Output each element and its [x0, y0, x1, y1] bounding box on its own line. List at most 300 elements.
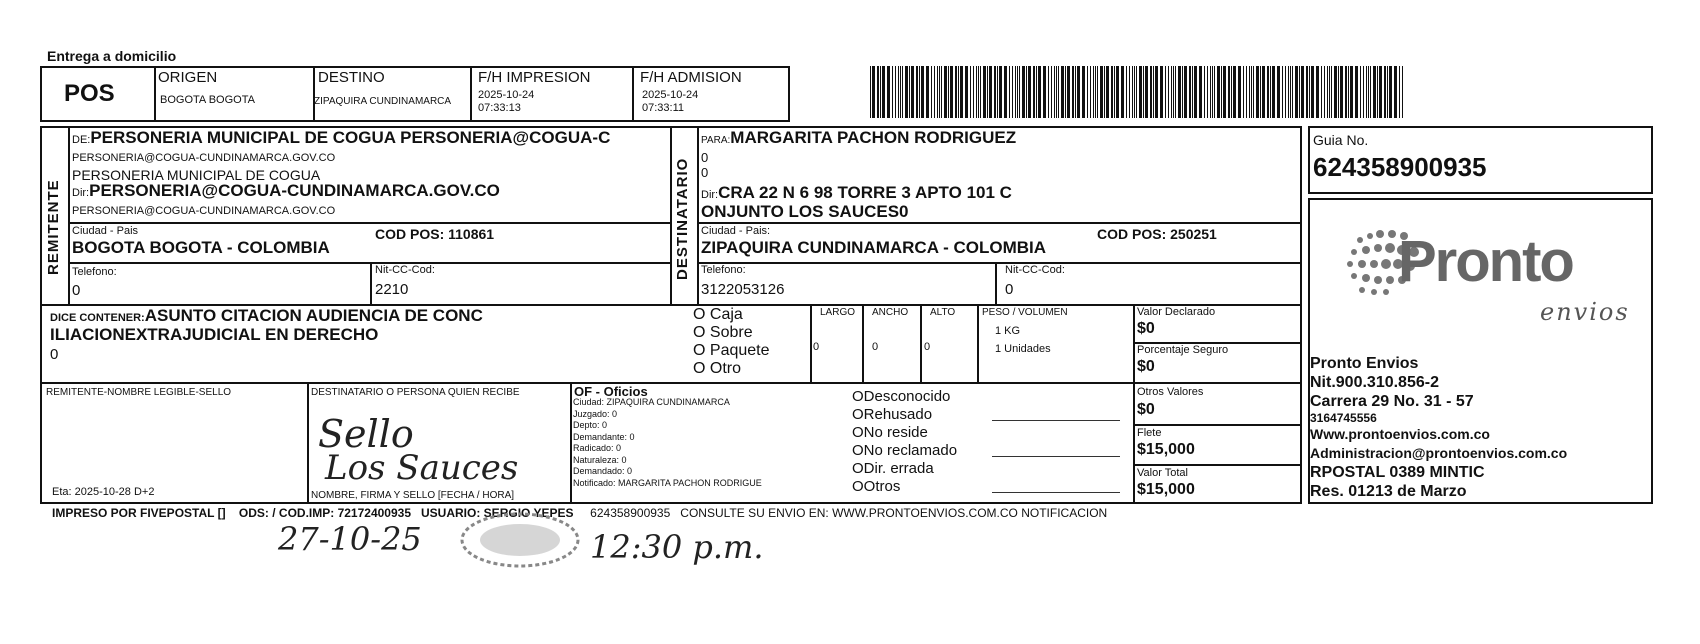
barcode-bar	[900, 66, 901, 118]
barcode-bar	[1097, 66, 1098, 118]
barcode-bar	[1270, 66, 1271, 118]
barcode-bar	[1399, 66, 1400, 118]
barcode-bar	[1277, 66, 1280, 118]
barcode-bar	[1366, 66, 1367, 118]
otros-value: $0	[1137, 401, 1155, 418]
destinatario-side-label: DESTINATARIO	[674, 157, 691, 280]
devolucion-option: ORehusado	[852, 406, 933, 423]
barcode-bar	[973, 66, 974, 118]
barcode-bar	[1093, 66, 1094, 118]
destinatario-ciudad-value: ZIPAQUIRA CUNDINAMARCA - COLOMBIA	[701, 238, 1047, 257]
barcode-bar	[1155, 66, 1158, 118]
dir-value: CRA 22 N 6 98 TORRE 3 APTO 101 C	[718, 183, 1012, 202]
remitente-firma-label: REMITENTE-NOMBRE LEGIBLE-SELLO	[46, 387, 232, 398]
handwriting-sauces: Los Sauces	[325, 448, 519, 488]
barcode	[870, 66, 1410, 118]
stamp-icon	[455, 512, 585, 570]
barcode-bar	[1373, 66, 1376, 118]
unidades-value: 1 Unidades	[995, 343, 1051, 355]
barcode-bar	[1173, 66, 1174, 118]
remitente-telefono-label: Telefono:	[72, 266, 117, 278]
divider	[632, 66, 634, 122]
barcode-bar	[1026, 66, 1027, 118]
para-label: PARA:	[701, 135, 731, 146]
total-label: Valor Total	[1137, 467, 1188, 479]
barcode-bar	[1075, 66, 1076, 118]
destinatario-ciudad-label: Ciudad - Pais:	[701, 225, 771, 237]
empresa-phone: 3164745556	[1310, 411, 1377, 425]
barcode-bar	[872, 66, 875, 118]
barcode-bar	[1295, 66, 1298, 118]
barcode-bar	[1327, 66, 1328, 118]
dir-label: Dir:	[72, 187, 90, 199]
option-sobre: O Sobre	[693, 324, 753, 341]
barcode-bar	[1316, 66, 1319, 118]
devolucion-option: OOtros	[852, 478, 901, 495]
peso-label: PESO / VOLUMEN	[982, 307, 1068, 318]
oficio-line: Naturaleza: 0	[573, 454, 627, 465]
fill-line	[992, 456, 1120, 457]
empresa-info	[1310, 354, 1567, 501]
admision-time: 07:33:11	[642, 102, 685, 114]
destinatario-line3: 0	[701, 165, 709, 180]
barcode-bar	[1178, 66, 1181, 118]
barcode-bar	[1231, 66, 1232, 118]
barcode-bar	[983, 66, 986, 118]
barcode-bar	[1228, 66, 1230, 118]
barcode-bar	[1285, 66, 1286, 118]
guia-label: Guia No.	[1313, 132, 1369, 148]
remitente-line2: PERSONERIA@COGUA-CUNDINAMARCA.GOV.CO	[72, 152, 336, 164]
barcode-bar	[1058, 66, 1059, 118]
handwritten-time: 12:30 p.m.	[590, 528, 764, 566]
logo-main: Pronto	[1398, 229, 1573, 294]
barcode-bar	[999, 66, 1002, 118]
barcode-bar	[1331, 66, 1332, 118]
barcode-bar	[989, 66, 992, 118]
admision-date: 2025-10-24	[642, 89, 699, 101]
contenido-line1	[50, 306, 483, 326]
firma-footer: NOMBRE, FIRMA Y SELLO [FECHA / HORA]	[311, 490, 515, 501]
handwritten-date: 27-10-25	[278, 520, 422, 558]
destinatario-dir	[701, 183, 1012, 203]
barcode-bar	[1223, 66, 1226, 118]
largo-label: LARGO	[820, 307, 856, 318]
barcode-bar	[921, 66, 924, 118]
barcode-bar	[997, 66, 998, 118]
divider	[68, 126, 70, 306]
logo-sub: envios	[1540, 298, 1630, 326]
devolucion-option: ODir. errada	[852, 460, 934, 477]
de-label: DE:	[72, 134, 91, 146]
empresa-nit: Nit.900.310.856-2	[1310, 374, 1439, 391]
barcode-bar	[1267, 66, 1269, 118]
barcode-bar	[1033, 66, 1035, 118]
fill-line	[992, 420, 1120, 421]
largo-value: 0	[813, 341, 820, 353]
barcode-bar	[980, 66, 981, 118]
barcode-bar	[1056, 66, 1057, 118]
barcode-bar	[1348, 66, 1349, 118]
destinatario-nit-label: Nit-CC-Cod:	[1005, 264, 1065, 276]
barcode-bar	[1143, 66, 1144, 118]
barcode-bar	[1184, 66, 1187, 118]
barcode-bar	[1350, 66, 1353, 118]
contenido-value: ASUNTO CITACION AUDIENCIA DE CONC	[144, 306, 483, 325]
barcode-bar	[1077, 66, 1080, 118]
codpos-value: 250251	[1170, 226, 1217, 242]
barcode-bar	[955, 66, 957, 118]
barcode-bar	[1168, 66, 1169, 118]
codpos-value: 110861	[448, 226, 495, 242]
barcode-bar	[978, 66, 979, 118]
divider	[920, 304, 922, 384]
barcode-bar	[1132, 66, 1133, 118]
barcode-bar	[1051, 66, 1052, 118]
empresa-name: Pronto Envios	[1310, 355, 1419, 372]
barcode-bar	[1377, 66, 1378, 118]
destinatario-codpos	[1097, 226, 1217, 242]
barcode-bar	[1129, 66, 1130, 118]
barcode-bar	[1009, 66, 1010, 118]
footer-impreso: IMPRESO POR FIVEPOSTAL []	[52, 506, 226, 520]
barcode-bar	[970, 66, 971, 118]
barcode-bar	[1334, 66, 1337, 118]
alto-label: ALTO	[930, 307, 956, 318]
barcode-bar	[1246, 66, 1247, 118]
barcode-bar	[1360, 66, 1361, 118]
dir-label: Dir:	[701, 189, 719, 201]
peso-value: 1 KG	[995, 325, 1021, 337]
barcode-bar	[1150, 66, 1152, 118]
divider	[977, 304, 979, 384]
barcode-bar	[1087, 66, 1088, 118]
divider	[697, 222, 1302, 224]
barcode-bar	[958, 66, 959, 118]
divider	[68, 222, 670, 224]
empresa-address: Carrera 29 No. 31 - 57	[1310, 393, 1474, 410]
barcode-bar	[965, 66, 968, 118]
barcode-bar	[1233, 66, 1236, 118]
barcode-bar	[1160, 66, 1163, 118]
barcode-bar	[1282, 66, 1283, 118]
barcode-bar	[1355, 66, 1358, 118]
oficio-line: Notificado: MARGARITA PACHON RODRIGUE	[573, 477, 762, 488]
barcode-bar	[1048, 66, 1049, 118]
barcode-bar	[1394, 66, 1397, 118]
barcode-bar	[1121, 66, 1124, 118]
service-type: Entrega a domicilio	[47, 48, 177, 64]
seguro-label: Porcentaje Seguro	[1137, 344, 1229, 356]
barcode-bar	[1038, 66, 1041, 118]
barcode-bar	[1061, 66, 1064, 118]
barcode-bar	[1260, 66, 1261, 118]
divider	[697, 126, 699, 306]
barcode-bar	[1182, 66, 1183, 118]
divider	[154, 66, 156, 122]
barcode-bar	[926, 66, 929, 118]
contenido-line3: 0	[50, 346, 59, 363]
oficios-title: OF - Oficios	[574, 384, 648, 399]
barcode-bar	[1171, 66, 1172, 118]
barcode-bar	[1153, 66, 1154, 118]
devolucion-option: ONo reside	[852, 424, 928, 441]
barcode-bar	[1299, 66, 1300, 118]
barcode-bar	[1345, 66, 1347, 118]
divider	[370, 262, 372, 306]
para-value: MARGARITA PACHON RODRIGUEZ	[730, 128, 1017, 147]
declarado-value: $0	[1137, 320, 1155, 337]
fill-line	[992, 492, 1120, 493]
barcode-bar	[1139, 66, 1142, 118]
remitente-ciudad-value: BOGOTA BOGOTA - COLOMBIA	[72, 238, 330, 257]
barcode-bar	[1004, 66, 1007, 118]
devolucion-option: ONo reclamado	[852, 442, 958, 459]
divider	[697, 262, 1302, 264]
barcode-bar	[1309, 66, 1310, 118]
barcode-bar	[1402, 66, 1403, 118]
oficio-line: Demandante: 0	[573, 431, 635, 442]
barcode-bar	[1256, 66, 1259, 118]
code-pos: POS	[64, 80, 115, 107]
oficio-line: Demandado: 0	[573, 466, 633, 476]
barcode-bar	[1368, 66, 1369, 118]
barcode-bar	[1054, 66, 1055, 118]
origen-value: BOGOTA BOGOTA	[160, 94, 255, 106]
divider	[1133, 464, 1302, 466]
barcode-bar	[1067, 66, 1070, 118]
barcode-bar	[1272, 66, 1275, 118]
barcode-bar	[1065, 66, 1066, 118]
barcode-bar	[1288, 66, 1289, 118]
barcode-bar	[1370, 66, 1371, 118]
declarado-label: Valor Declarado	[1137, 306, 1216, 318]
devolucion-option: ODesconocido	[852, 388, 951, 405]
barcode-bar	[1238, 66, 1241, 118]
destino-value: ZIPAQUIRA CUNDINAMARCA	[314, 96, 452, 107]
remitente-nit-label: Nit-CC-Cod:	[375, 264, 435, 276]
empresa-email: Administracion@prontoenvios.com.co	[1310, 445, 1568, 461]
remitente-ciudad-label: Ciudad - Pais	[72, 225, 139, 237]
barcode-bar	[1136, 66, 1137, 118]
barcode-bar	[934, 66, 935, 118]
barcode-bar	[1210, 66, 1211, 118]
barcode-bar	[976, 66, 977, 118]
contenido-label: DICE CONTENER:	[50, 312, 145, 324]
oficio-line: Depto: 0	[573, 420, 608, 430]
package-options	[693, 306, 770, 378]
barcode-bar	[1199, 66, 1202, 118]
barcode-bar	[937, 66, 938, 118]
barcode-bar	[909, 66, 910, 118]
barcode-bar	[939, 66, 940, 118]
remitente-de	[72, 128, 610, 148]
barcode-bar	[916, 66, 918, 118]
impresion-date: 2025-10-24	[478, 89, 535, 101]
barcode-bar	[1329, 66, 1330, 118]
barcode-bar	[994, 66, 996, 118]
barcode-bar	[1243, 66, 1244, 118]
devolucion-options	[852, 388, 957, 496]
barcode-bar	[960, 66, 963, 118]
oficios-lines	[573, 397, 762, 489]
footer-guia: 624358900935	[590, 506, 671, 520]
barcode-bar	[1262, 66, 1265, 118]
divider	[862, 304, 864, 384]
guia-number: 624358900935	[1313, 152, 1487, 182]
dir-value: PERSONERIA@COGUA-CUNDINAMARCA.GOV.CO	[89, 181, 500, 200]
barcode-bar	[911, 66, 914, 118]
divider	[810, 304, 812, 384]
barcode-bar	[1212, 66, 1213, 118]
oficio-line: Ciudad: ZIPAQUIRA CUNDINAMARCA	[573, 397, 730, 407]
barcode-bar	[948, 66, 949, 118]
remitente-line3: PERSONERIA MUNICIPAL DE COGUA	[72, 167, 321, 183]
barcode-bar	[1022, 66, 1025, 118]
barcode-bar	[887, 66, 890, 118]
barcode-bar	[1134, 66, 1135, 118]
barcode-bar	[950, 66, 953, 118]
barcode-bar	[880, 66, 881, 118]
barcode-bar	[1017, 66, 1018, 118]
barcode-bar	[1321, 66, 1322, 118]
barcode-bar	[1324, 66, 1325, 118]
destinatario-nit-value: 0	[1005, 281, 1014, 298]
empresa-res: Res. 01213 de Marzo	[1310, 483, 1467, 500]
barcode-bar	[1249, 66, 1250, 118]
barcode-bar	[1175, 66, 1176, 118]
barcode-bar	[895, 66, 896, 118]
de-value: PERSONERIA MUNICIPAL DE COGUA PERSONERIA@COGUA-C	[90, 128, 611, 147]
flete-label: Flete	[1137, 427, 1162, 439]
flete-value: $15,000	[1137, 441, 1195, 458]
barcode-bar	[987, 66, 988, 118]
barcode-bar	[1292, 66, 1293, 118]
barcode-bar	[919, 66, 920, 118]
divider	[1133, 382, 1135, 504]
option-paquete: O Paquete	[693, 342, 770, 359]
barcode-bar	[1217, 66, 1220, 118]
destinatario-telefono-label: Telefono:	[701, 264, 746, 276]
barcode-bar	[1214, 66, 1215, 118]
codpos-label: COD POS:	[375, 226, 445, 242]
oficio-line: Radicado: 0	[573, 443, 622, 453]
barcode-bar	[1106, 66, 1109, 118]
barcode-bar	[1090, 66, 1091, 118]
barcode-bar	[1251, 66, 1252, 118]
total-value: $15,000	[1137, 481, 1195, 498]
codpos-label: COD POS:	[1097, 226, 1167, 242]
destinatario-line2: 0	[701, 150, 709, 165]
barcode-bar	[1100, 66, 1103, 118]
destino-label: DESTINO	[318, 69, 385, 86]
remitente-dir	[72, 181, 500, 201]
barcode-bar	[1043, 66, 1046, 118]
barcode-bar	[898, 66, 899, 118]
impresion-label: F/H IMPRESION	[478, 69, 591, 86]
otros-label: Otros Valores	[1137, 386, 1204, 398]
impresion-time: 07:33:13	[478, 102, 521, 114]
barcode-bar	[902, 66, 903, 118]
barcode-bar	[931, 66, 932, 118]
barcode-bar	[1340, 66, 1343, 118]
barcode-bar	[1311, 66, 1314, 118]
barcode-bar	[1389, 66, 1392, 118]
barcode-bar	[882, 66, 885, 118]
barcode-bar	[1145, 66, 1148, 118]
remitente-nit-value: 2210	[375, 281, 409, 298]
origen-label: ORIGEN	[158, 69, 218, 86]
barcode-bar	[1192, 66, 1193, 118]
barcode-bar	[1253, 66, 1254, 118]
barcode-bar	[1036, 66, 1037, 118]
divider	[307, 382, 309, 504]
empresa-web: Www.prontoenvios.com.co	[1310, 426, 1490, 442]
destinatario-dir-line2: ONJUNTO LOS SAUCES0	[701, 202, 909, 221]
remitente-codpos	[375, 226, 494, 242]
barcode-bar	[1126, 66, 1127, 118]
barcode-bar	[1095, 66, 1096, 118]
handwriting-sello: Sello	[318, 412, 414, 456]
contenido-line2: ILIACIONEXTRAJUDICIAL EN DERECHO	[50, 325, 379, 344]
barcode-bar	[1165, 66, 1166, 118]
barcode-bar	[1116, 66, 1119, 118]
barcode-bar	[1028, 66, 1031, 118]
destinatario-para	[701, 128, 1016, 148]
barcode-bar	[941, 66, 942, 118]
barcode-bar	[1015, 66, 1016, 118]
barcode-bar	[1111, 66, 1113, 118]
destinatario-telefono-value: 3122053126	[701, 281, 785, 298]
destinatario-firma-label: DESTINATARIO O PERSONA QUIEN RECIBE	[311, 387, 520, 398]
barcode-bar	[1019, 66, 1020, 118]
barcode-bar	[1012, 66, 1013, 118]
barcode-bar	[1338, 66, 1339, 118]
barcode-bar	[1082, 66, 1085, 118]
eta: Eta: 2025-10-28 D+2	[52, 486, 155, 498]
divider	[570, 382, 572, 504]
pronto-logo	[1340, 220, 1640, 330]
remitente-telefono-value: 0	[72, 282, 81, 299]
footer-usuario: USUARIO: SERGIO YEPES	[421, 506, 574, 520]
divider	[470, 66, 472, 122]
barcode-bar	[1221, 66, 1222, 118]
barcode-bar	[905, 66, 908, 118]
divider	[313, 66, 315, 122]
alto-value: 0	[924, 341, 931, 353]
barcode-bar	[944, 66, 947, 118]
barcode-bar	[1189, 66, 1191, 118]
barcode-bar	[1387, 66, 1388, 118]
barcode-bar	[1204, 66, 1205, 118]
admision-label: F/H ADMISION	[640, 69, 742, 86]
remitente-line5: PERSONERIA@COGUA-CUNDINAMARCA.GOV.CO	[72, 205, 336, 217]
remitente-side-label: REMITENTE	[45, 179, 62, 275]
option-caja: O Caja	[693, 306, 743, 323]
barcode-bar	[1363, 66, 1364, 118]
barcode-bar	[1290, 66, 1291, 118]
barcode-bar	[1379, 66, 1382, 118]
divider	[670, 126, 672, 306]
footer-consulte: CONSULTE SU ENVIO EN: WWW.PRONTOENVIOS.COM.CO NOTIFICACION	[680, 506, 1108, 520]
barcode-bar	[892, 66, 893, 118]
barcode-bar	[1207, 66, 1208, 118]
barcode-bar	[1306, 66, 1308, 118]
barcode-bar	[1114, 66, 1115, 118]
barcode-bar	[1301, 66, 1304, 118]
divider	[995, 262, 997, 306]
empresa-rpostal: RPOSTAL 0389 MINTIC	[1310, 464, 1485, 481]
